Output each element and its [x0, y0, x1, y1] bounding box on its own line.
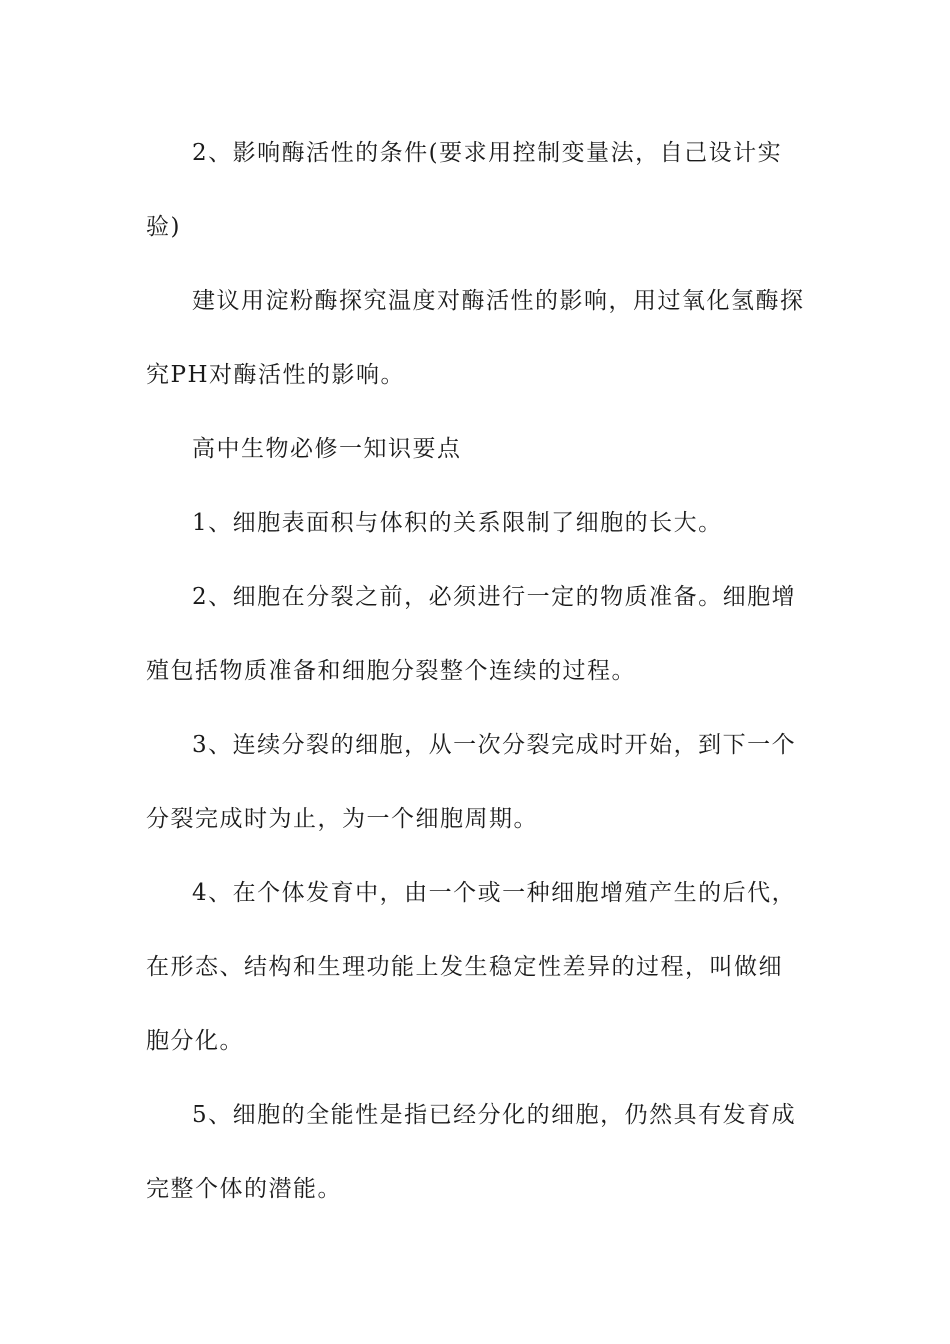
paragraph-experiment-suggestion: 建议用淀粉酶探究温度对酶活性的影响，用过氧化氢酶探究PH对酶活性的影响。: [146, 288, 805, 388]
paragraph-enzyme-conditions: 2、影响酶活性的条件(要求用控制变量法，自己设计实验): [146, 140, 783, 240]
paragraph-point-5: 5、细胞的全能性是指已经分化的细胞，仍然具有发育成完整个体的潜能。: [146, 1102, 797, 1202]
section-heading: 高中生物必修一知识要点: [192, 436, 462, 462]
paragraph-point-4: 4、在个体发育中，由一个或一种细胞增殖产生的后代，在形态、结构和生理功能上发生稳定性差异的过程，叫做细胞分化。: [146, 880, 797, 1054]
paragraph-point-3: 3、连续分裂的细胞，从一次分裂完成时开始，到下一个分裂完成时为止，为一个细胞周期。: [146, 732, 797, 832]
paragraph-point-2: 2、细胞在分裂之前，必须进行一定的物质准备。细胞增殖包括物质准备和细胞分裂整个连续的过程。: [146, 584, 797, 684]
paragraph-point-1: 1、细胞表面积与体积的关系限制了细胞的长大。: [192, 510, 723, 536]
